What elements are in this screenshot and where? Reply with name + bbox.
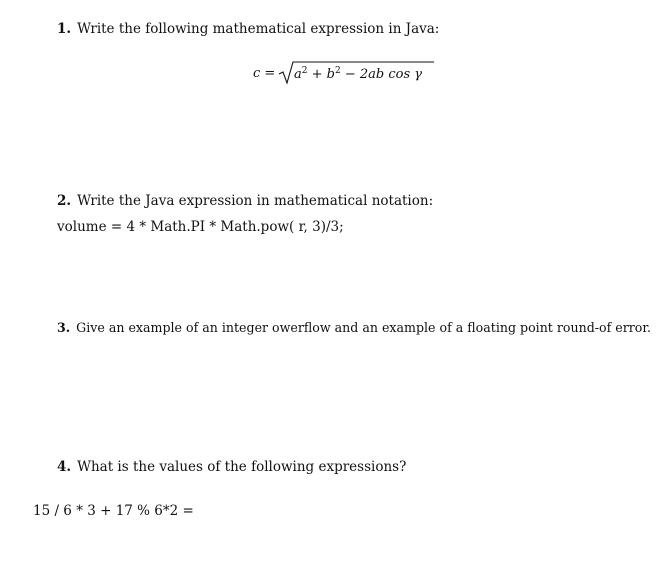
formula-radicand bbox=[294, 66, 422, 82]
question-1-text: Write the following mathematical expression in Java: bbox=[77, 21, 440, 37]
question-1-number: 1. bbox=[57, 21, 72, 37]
question-3-text: Give an example of an integer owerflow and an example of a floating point round-of error. bbox=[76, 320, 651, 335]
formula-exp-b: 2 bbox=[335, 66, 341, 76]
question-2-text: Write the Java expression in mathematical notation: bbox=[77, 193, 434, 209]
formula-rest: − 2ab cos γ bbox=[340, 67, 423, 82]
question-3-number: 3. bbox=[57, 320, 71, 335]
question-4-number: 4. bbox=[57, 459, 72, 475]
question-4 bbox=[57, 459, 406, 475]
question-2 bbox=[57, 193, 433, 209]
formula-lhs: c = bbox=[253, 66, 276, 81]
question-2-number: 2. bbox=[57, 193, 72, 209]
formula-term-b: b bbox=[326, 67, 335, 82]
question-3 bbox=[57, 320, 651, 336]
question-4-text: What is the values of the following expressions? bbox=[77, 459, 407, 475]
question-1 bbox=[57, 21, 439, 37]
formula-term-a: a bbox=[294, 67, 302, 82]
question-2-code: volume = 4 * Math.PI * Math.pow( r, 3)/3; bbox=[57, 219, 344, 235]
formula-exp-a: 2 bbox=[301, 66, 308, 76]
question-4-expression: 15 / 6 * 3 + 17 % 6*2 = bbox=[33, 503, 194, 519]
formula-plus: + bbox=[307, 67, 327, 82]
